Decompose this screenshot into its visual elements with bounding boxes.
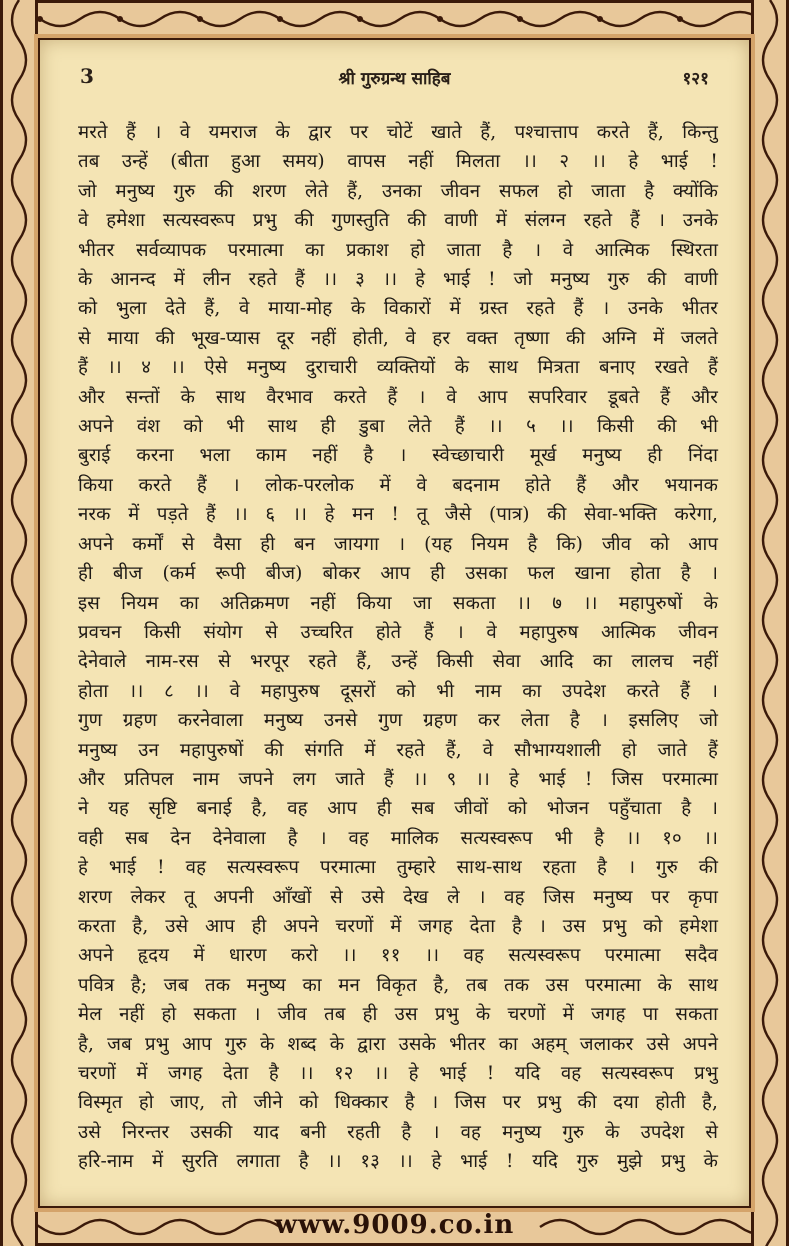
text-line: नरक में पड़ते हैं ।। ६ ।। हे मन ! तू जैसे (पात्र) की सेवा-भक्ति करेगा, [78,504,718,526]
book-title: श्री गुरुग्रन्थ साहिब [338,69,451,89]
text-line: से माया की भूख-प्यास दूर नहीं होती, वे हर वक्त तृष्णा की अग्नि में जलते [78,327,718,349]
text-line: के आनन्द में लीन रहते हैं ।। ३ ।। हे भाई ! जो मनुष्य गुरु की वाणी [78,269,718,291]
text-line: और सन्तों के साथ वैरभाव करते हैं । वे आप सपरिवार डूबते हैं और [78,386,718,408]
text-line: ही बीज (कर्म रूपी बीज) बोकर आप ही उसका फल खाना होता है । [78,563,718,585]
page-number-devanagari: १२१ [682,69,709,89]
text-line: करता है, उसे आप ही अपने चरणों में जगह देता है । उस प्रभु को हमेशा [78,915,718,937]
text-line: को भुला देते हैं, वे माया-मोह के विकारों में ग्रस्त रहते हैं । उनके भीतर [78,298,718,320]
text-line: चरणों में जगह देता है ।। १२ ।। हे भाई ! यदि वह सत्यस्वरूप प्रभु [78,1063,718,1084]
text-line: तब उन्हें (बीता हुआ समय) वापस नहीं मिलता ।। २ ।। हे भाई ! [78,151,718,173]
text-line: बुराई करना भला काम नहीं है । स्वेच्छाचारी मूर्ख मनुष्य ही निंदा [78,445,718,467]
left-ornament-border [0,0,38,1246]
text-line: है, जब प्रभु आप गुरु के शब्द के द्वारा उसके भीतर का अहम् जलाकर उसे अपने [78,1033,718,1055]
text-line: हरि-नाम में सुरति लगाता है ।। १३ ।। हे भाई ! यदि गुरु मुझे प्रभु के [78,1151,718,1173]
text-line: गुण ग्रहण करनेवाला मनुष्य उनसे गुण ग्रहण कर लेता है । इसलिए जो [78,710,718,732]
text-line: मेल नहीं हो सकता । जीव तब ही उस प्रभु के चरणों में जगह पा सकता [78,1004,718,1026]
text-line: ने यह सृष्टि बनाई है, वह आप ही सब जीवों को भोजन पहुँचाता है । [78,798,718,820]
scripture-page [40,40,749,1206]
text-line: हे भाई ! वह सत्यस्वरूप परमात्मा तुम्हारे साथ-साथ रहता है । गुरु की [78,857,718,879]
text-line: वही सब देन देनेवाला है । वह मालिक सत्यस्वरूप भी है ।। १० ।। [78,827,718,849]
text-line: पवित्र है; जब तक मनुष्य का मन विकृत है, तब तक उस परमात्मा के साथ [78,974,718,996]
text-line: अपने वंश को भी साथ ही डुबा लेते हैं ।। ५ ।। किसी की भी [78,416,718,438]
text-line: उसे निरन्तर उसकी याद बनी रहती है । वह मनुष्य गुरु के उपदेश से [78,1121,718,1143]
page-number: 3 [80,64,94,88]
text-line: जो मनुष्य गुरु की शरण लेते हैं, उनका जीवन सफल हो जाता है क्योंकि [78,180,718,202]
top-ornament-border [0,0,789,38]
website-watermark[interactable]: www.9009.co.in [274,1210,515,1240]
text-line: मरते हैं । वे यमराज के द्वार पर चोटें खाते हैं, पश्चात्ताप करते हैं, किन्तु [78,122,718,143]
text-line: भीतर सर्वव्यापक परमात्मा का प्रकाश हो जाता है । वे आत्मिक स्थिरता [78,239,718,261]
text-line: अपने कर्मों से वैसा ही बन जायगा । (यह नियम है कि) जीव को आप [78,533,718,555]
text-line: किया करते हैं । लोक-परलोक में वे बदनाम होते हैं और भयानक [78,474,718,496]
text-line: मनुष्य उन महापुरुषों की संगति में रहते हैं, वे सौभाग्यशाली हो जाते हैं [78,739,718,761]
text-line: विस्मृत हो जाए, तो जीने को धिक्कार है । जिस पर प्रभु की दया होती है, [78,1092,718,1114]
text-line: और प्रतिपल नाम जपने लग जाते हैं ।। ९ ।। हे भाई ! जिस परमात्मा [78,768,718,790]
page-header [80,64,709,94]
body-text [78,118,718,1177]
text-line: होता ।। ८ ।। वे महापुरुष दूसरों को भी नाम का उपदेश करते हैं । [78,680,718,702]
text-line: शरण लेकर तू अपनी आँखों से उसे देख ले । वह जिस मनुष्य पर कृपा [78,886,718,908]
text-line: वे हमेशा सत्यस्वरूप प्रभु की गुणस्तुति की वाणी में संलग्न रहते हैं । उनके [78,210,718,232]
text-line: प्रवचन किसी संयोग से उच्चरित होते हैं । वे महापुरुष आत्मिक जीवन [78,621,718,643]
text-line: हैं ।। ४ ।। ऐसे मनुष्य दुराचारी व्यक्तियों के साथ मित्रता बनाए रखते हैं [78,357,718,379]
text-line: इस नियम का अतिक्रमण नहीं किया जा सकता ।। ७ ।। महापुरुषों के [78,592,718,614]
right-ornament-border [751,0,789,1246]
text-line: देनेवाले नाम-रस से भरपूर रहते हैं, उन्हें किसी सेवा आदि का लालच नहीं [78,651,718,673]
text-line: अपने हृदय में धारण करो ।। ११ ।। वह सत्यस्वरूप परमात्मा सदैव [78,945,718,967]
footer-banner [0,1210,789,1242]
